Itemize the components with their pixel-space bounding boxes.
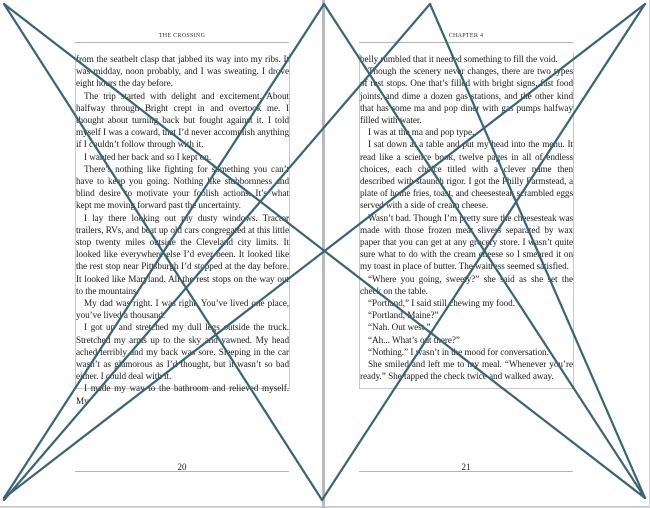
paragraph: I wanted her back and so I kept on.: [84, 151, 212, 162]
header-rule: [359, 42, 573, 43]
left-page: [0, 0, 322, 506]
paragraph: “Portland, Maine?”: [368, 310, 439, 321]
running-head: THE CROSSING: [158, 33, 206, 39]
paragraph: I was at the ma and pop type.: [368, 127, 475, 138]
page-number: 21: [461, 462, 471, 472]
paragraph: My dad was right. I was right. You’ve lived one place, you’ve lived a thousand.: [76, 298, 289, 321]
paragraph: She smiled and left me to my meal. “Whenever you’re ready.” She tapped the check twice and walked away.: [360, 359, 573, 382]
paragraph: Wasn’t bad. Though I’m pretty sure the cheesesteak was made with those frozen meat slivers separated by wax paper that you can get at any grocery store. I wasn’t quite sure what to do with the cream cheese so I smeared it on my toast in place of butter. The waitress seemed satisfied.: [360, 212, 573, 272]
paragraph: “Nothing.” I wasn’t in the mood for conversation.: [368, 346, 549, 357]
paragraph: “Ah... What’s out there?”: [368, 334, 460, 345]
paragraph: I sat down at a table and put my head into the menu. It read like a science book, twelve pages in all of endless choices, each choice titled with a clever name then described with staunch rigor. I got the Philly Farmstead, a plate of home fries, toast, and cheesesteak scrambled eggs served with a side of cream cheese.: [360, 139, 573, 211]
footer-rule: [359, 471, 573, 472]
paragraph: from the seatbelt clasp that jabbed its way into my ribs. It was midday, noon probably, and I was sweating. I drove eight hours the day before.: [76, 54, 289, 89]
paragraph: The trip started with delight and excitement. About halfway through Bright crept in and overtook me. I thought about turning back but fought against it. I told myself I was a coward, that I’d never accomplish anything if I couldn’t follow through with it.: [76, 90, 289, 150]
paragraph: I lay there looking out my dusty windows. Tractor trailers, RVs, and beat up old cars congregated at this little stop twenty miles outside the Cleveland city limits. It looked like everywhere else I’d ever been. It looked like the rest stop near Pittsburgh I’d stopped at the day before. It looked like Maryland. All the rest stops on the way out to the mountains.: [76, 212, 289, 296]
paragraph: “Nah. Out west.”: [368, 322, 431, 333]
text-block: [359, 53, 574, 389]
page-number: 20: [177, 462, 187, 472]
footer-rule: [75, 471, 289, 472]
running-head: CHAPTER 4: [448, 33, 484, 39]
paragraph: I got up and stretched my dull legs outside the truck. Stretched my arms up to the sky and yawned. My head ached terribly and my back was sore. Sleeping in the car wasn’t as glamorous as I’d thought, but it wasn’t so bad either. I could deal with it.: [76, 322, 289, 382]
paragraph: There’s nothing like fighting for something you can’t have to keep you going. Nothing like stubbornness and blind desire to motivate your foolish actions. It’s what kept me moving forward past the uncertainty.: [76, 163, 289, 211]
header-rule: [75, 42, 289, 43]
paragraph: belly rumbled that it needed something to fill the void.: [360, 54, 558, 64]
paragraph: Though the scenery never changes, there are two types of rest stops. One that’s filled with bright signs, fast food joints, and dime a dozen gas stations, and the other kind that has some ma and pop diner with gas pumps halfway filled with water.: [360, 66, 573, 126]
text-block: [75, 53, 290, 406]
right-page: [325, 0, 649, 506]
paragraph: “Where you going, sweety?” she said as she set the check on the table.: [360, 273, 573, 296]
paragraph: “Portland,” I said still chewing my food.: [368, 298, 515, 309]
paragraph: I made my way to the bathroom and relieved myself. My: [76, 383, 289, 406]
